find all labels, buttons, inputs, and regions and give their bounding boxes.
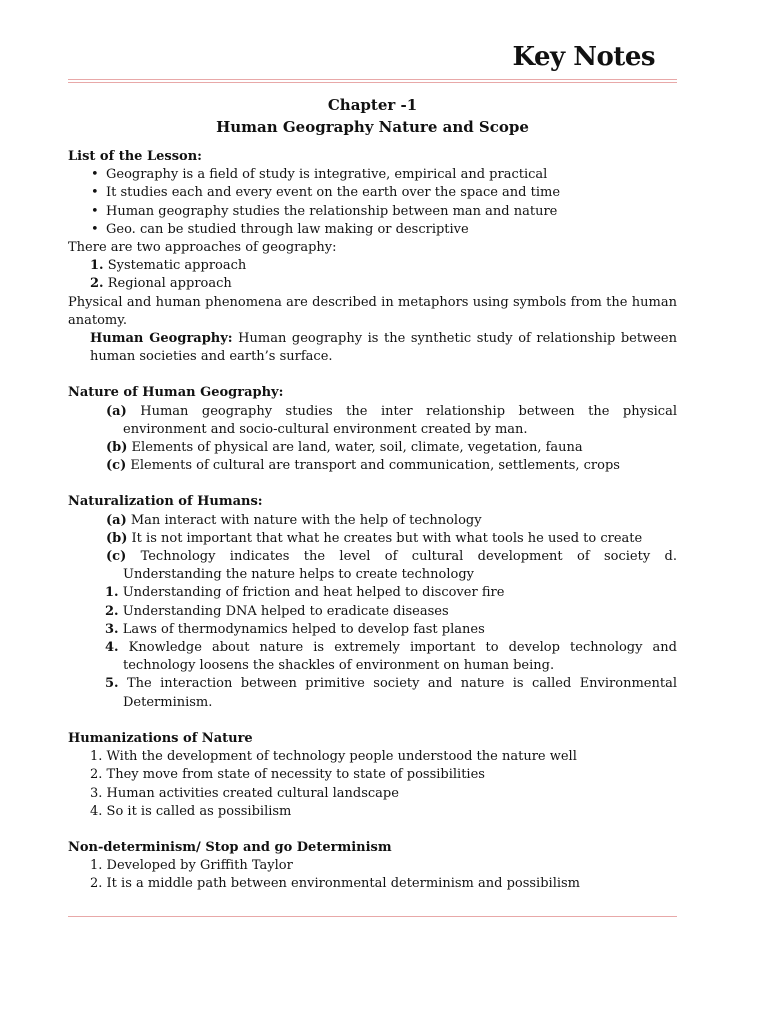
item-marker: (c) xyxy=(106,458,127,474)
item-number: 1. xyxy=(105,585,119,601)
list-item xyxy=(68,257,677,275)
header-title: Key Notes xyxy=(512,42,655,72)
item-number: 4. xyxy=(90,803,103,819)
item-text: Man interact with nature with the help of technology xyxy=(130,512,482,528)
list-item xyxy=(68,766,677,784)
item-number: 3. xyxy=(105,621,119,637)
item-number: 2. xyxy=(90,276,104,292)
section-heading-naturalization: Naturalization of Humans: xyxy=(68,494,263,510)
definition-text: Human geography is the synthetic study of relationship between human societies and earth’s surface. xyxy=(90,331,677,365)
list-item: • Human geography studies the relationship between man and nature xyxy=(106,203,677,221)
item-number: 2. xyxy=(90,767,103,783)
paragraph: Physical and human phenomena are described in metaphors using symbols from the human anatomy. xyxy=(68,294,677,328)
item-marker: (b) xyxy=(106,530,128,546)
item-text: So it is called as possibilism xyxy=(106,803,292,819)
item-number: 1. xyxy=(90,749,103,765)
definition-paragraph xyxy=(68,330,677,366)
list-item xyxy=(68,548,677,584)
footer-rule xyxy=(68,916,677,917)
list-item xyxy=(68,748,677,766)
lesson-bullet-list xyxy=(68,166,677,239)
item-text: Regional approach xyxy=(107,276,232,292)
list-item xyxy=(68,275,677,293)
list-item xyxy=(68,785,677,803)
item-marker: (b) xyxy=(106,440,128,456)
section-heading-list-lesson: List of the Lesson: xyxy=(68,149,202,164)
item-marker: (a) xyxy=(106,512,127,528)
item-text: Human activities created cultural landscape xyxy=(106,785,399,801)
list-item xyxy=(68,803,677,821)
item-text: It is not important that what he creates but with what tools he used to create xyxy=(131,530,643,546)
document-body xyxy=(68,94,677,894)
list-item xyxy=(68,603,677,621)
item-number: 2. xyxy=(90,876,103,892)
item-text: Laws of thermodynamics helped to develop fast planes xyxy=(122,621,485,637)
section-heading-nondeterminism: Non-determinism/ Stop and go Determinism xyxy=(68,839,392,855)
item-text: Understanding of friction and heat helped to discover fire xyxy=(122,585,505,601)
item-text: Knowledge about nature is extremely important to develop technology and technology loosens the shackles of environment on human being. xyxy=(118,640,677,674)
section-heading-humanization: Humanizations of Nature xyxy=(68,730,253,746)
list-item xyxy=(68,875,677,893)
item-text: Human geography studies the inter relationship between the physical environment and socio-cultural environment created by man. xyxy=(123,403,677,437)
list-item xyxy=(68,403,677,439)
list-item xyxy=(68,621,677,639)
item-text: It is a middle path between environmental determinism and possibilism xyxy=(106,876,581,892)
list-item xyxy=(68,439,677,457)
approaches-intro: There are two approaches of geography: xyxy=(68,240,337,256)
item-text: The interaction between primitive society and nature is called Environmental Determinism. xyxy=(118,676,677,710)
item-text: Systematic approach xyxy=(107,258,247,274)
list-item xyxy=(68,675,677,711)
item-number: 1. xyxy=(90,858,103,874)
list-item xyxy=(68,530,677,548)
item-number: 5. xyxy=(105,676,119,692)
item-text: Understanding DNA helped to eradicate diseases xyxy=(122,603,449,619)
item-text: Elements of physical are land, water, soil, climate, vegetation, fauna xyxy=(131,440,583,456)
item-number: 2. xyxy=(105,603,119,619)
item-marker: (c) xyxy=(106,549,127,565)
list-item: • Geo. can be studied through law making or descriptive xyxy=(106,221,677,239)
chapter-number: Chapter -1 xyxy=(327,96,418,114)
item-number: 4. xyxy=(105,640,119,656)
header-rule xyxy=(68,79,677,83)
item-number: 3. xyxy=(90,785,103,801)
item-text: They move from state of necessity to state of possibilities xyxy=(106,767,485,783)
item-text: With the development of technology people understood the nature well xyxy=(106,749,577,765)
section-heading-nature: Nature of Human Geography: xyxy=(68,385,284,401)
item-marker: (a) xyxy=(106,403,127,419)
list-item: • It studies each and every event on the earth over the space and time xyxy=(106,184,677,202)
item-text: Developed by Griffith Taylor xyxy=(106,858,293,874)
chapter-title: Human Geography Nature and Scope xyxy=(216,118,529,136)
list-item xyxy=(68,512,677,530)
item-number: 1. xyxy=(90,258,104,274)
list-item xyxy=(68,457,677,475)
item-text: Technology indicates the level of cultural development of society d. Understanding the nature helps to create technology xyxy=(123,549,677,583)
list-item xyxy=(68,857,677,875)
list-item xyxy=(68,584,677,602)
item-text: Elements of cultural are transport and communication, settlements, crops xyxy=(130,458,620,474)
list-item: • Geography is a field of study is integrative, empirical and practical xyxy=(106,166,677,184)
list-item xyxy=(68,639,677,675)
definition-term: Human Geography: xyxy=(90,331,233,347)
